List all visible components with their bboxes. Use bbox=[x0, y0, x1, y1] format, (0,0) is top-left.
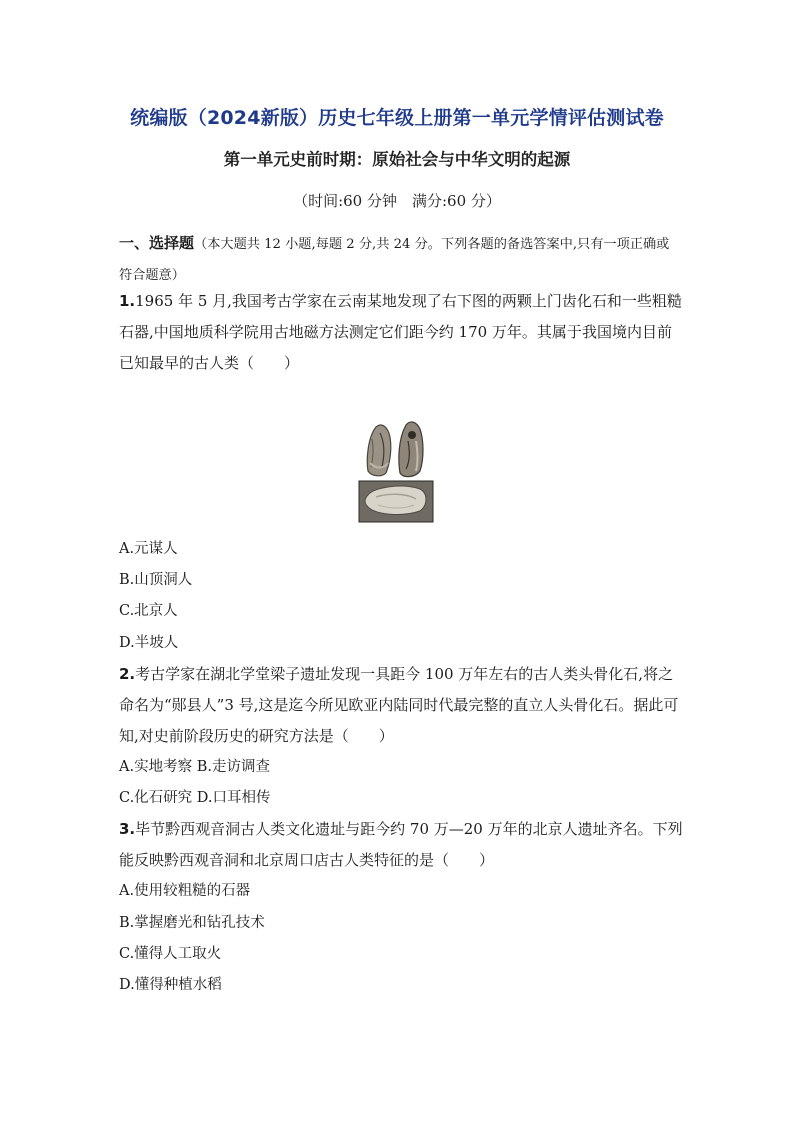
stone-tool-image bbox=[359, 481, 433, 522]
question-number: 1. bbox=[119, 292, 136, 310]
question-2 bbox=[119, 659, 684, 752]
teeth-fossil-image bbox=[358, 419, 434, 523]
option-c-d[interactable]: C.化石研究 D.口耳相传 bbox=[119, 790, 271, 806]
option-d[interactable]: D.半坡人 bbox=[119, 635, 179, 651]
question-text: 1965 年 5 月,我国考古学家在云南某地发现了右下图的两颗上门齿化石和一些粗糙石器,中国地质科学院用古地磁方法测定它们距今约 170 万年。其属于我国境内目前已知最早的古人类（ ） bbox=[119, 292, 682, 372]
option-a[interactable]: A.元谋人 bbox=[119, 541, 178, 557]
time-score-info: （时间:60 分钟 满分:60 分） bbox=[293, 192, 501, 210]
option-a-b[interactable]: A.实地考察 B.走访调查 bbox=[119, 759, 270, 775]
option-c[interactable]: C.北京人 bbox=[119, 603, 178, 619]
section-title: 一、选择题 bbox=[119, 234, 195, 252]
option-a[interactable]: A.使用较粗糙的石器 bbox=[119, 883, 251, 899]
question-text: 考古学家在湖北学堂梁子遗址发现一具距今 100 万年左右的古人类头骨化石,将之命名为“郧县人”3 号,这是迄今所见欧亚内陆同时代最完整的直立人头骨化石。据此可知,对史前阶段历史的研究方法是（ ） bbox=[119, 665, 679, 745]
option-b[interactable]: B.掌握磨光和钻孔技术 bbox=[119, 915, 265, 931]
section-instruction: （本大题共 12 小题,每题 2 分,共 24 分。下列各题的备选答案中,只有一项正确或符合题意） bbox=[119, 237, 670, 283]
question-number: 2. bbox=[119, 665, 136, 683]
question-1 bbox=[119, 286, 684, 379]
option-b[interactable]: B.山顶洞人 bbox=[119, 572, 193, 588]
section-heading bbox=[119, 228, 679, 291]
option-d[interactable]: D.懂得种植水稻 bbox=[119, 977, 222, 993]
option-c[interactable]: C.懂得人工取火 bbox=[119, 946, 222, 962]
unit-subtitle: 第一单元史前时期：原始社会与中华文明的起源 bbox=[223, 150, 571, 169]
question-3 bbox=[119, 814, 684, 876]
exam-title: 统编版（2024新版）历史七年级上册第一单元学情评估测试卷 bbox=[130, 107, 664, 129]
question-number: 3. bbox=[119, 820, 136, 838]
question-text: 毕节黔西观音洞古人类文化遗址与距今约 70 万—20 万年的北京人遗址齐名。下列能反映黔西观音洞和北京周口店古人类特征的是（ ） bbox=[119, 820, 683, 869]
